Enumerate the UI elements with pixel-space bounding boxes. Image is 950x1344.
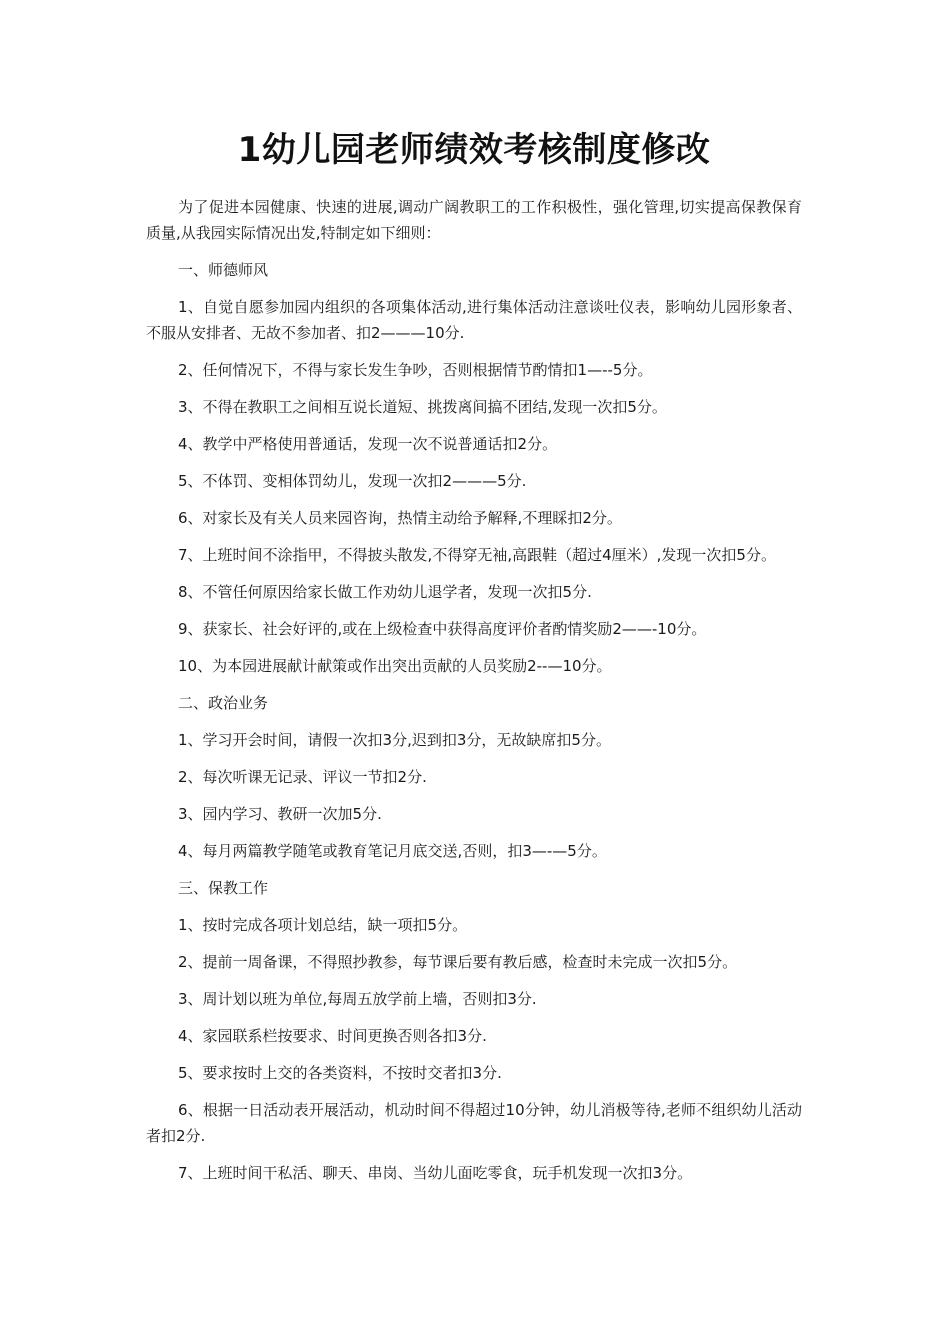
rule-item: 2、每次听课无记录、评议一节扣2分. <box>178 768 427 786</box>
section-heading-politics: 二、政治业务 <box>178 694 269 712</box>
rule-item: 6、对家长及有关人员来园咨询，热情主动给予解释,不理睬扣2分。 <box>178 509 622 527</box>
rule-item: 8、不管任何原因给家长做工作劝幼儿退学者，发现一次扣5分. <box>178 583 592 601</box>
rule-item: 2、提前一周备课，不得照抄教参，每节课后要有教后感，检查时未完成一次扣5分。 <box>178 953 738 971</box>
rule-item: 3、不得在教职工之间相互说长道短、挑拨离间搞不团结,发现一次扣5分。 <box>178 398 667 416</box>
rule-item: 4、每月两篇教学随笔或教育笔记月底交送,否则，扣3—‐—5分。 <box>178 842 607 860</box>
section-heading-care: 三、保教工作 <box>178 879 269 897</box>
rule-item: 9、获家长、社会好评的,或在上级检查中获得高度评价者酌情奖励2——-10分。 <box>178 620 707 638</box>
rule-item: 5、要求按时上交的各类资料，不按时交者扣3分. <box>178 1064 502 1082</box>
rule-item: 5、不体罚、变相体罚幼儿，发现一次扣2———5分. <box>178 472 527 490</box>
rule-item: 7、上班时间干私活、聊天、串岗、当幼儿面吃零食，玩手机发现一次扣3分。 <box>178 1164 693 1182</box>
rule-item: 6、根据一日活动表开展活动，机动时间不得超过10分钟，幼儿消极等待,老师不组织幼儿活动者扣2分. <box>146 1101 802 1145</box>
rule-item: 7、上班时间不涂指甲，不得披头散发,不得穿无袖,高跟鞋（超过4厘米）,发现一次扣5分。 <box>178 546 776 564</box>
section-heading-ethics: 一、师德师风 <box>178 261 269 279</box>
rule-item: 10、为本园进展献计献策或作出突出贡献的人员奖励2-‐—10分。 <box>178 657 612 675</box>
rule-item: 3、周计划以班为单位,每周五放学前上墙，否则扣3分. <box>178 990 537 1008</box>
rule-item: 4、教学中严格使用普通话，发现一次不说普通话扣2分。 <box>178 435 558 453</box>
rule-item: 3、园内学习、教研一次加5分. <box>178 805 382 823</box>
rule-item: 1、自觉自愿参加园内组织的各项集体活动,进行集体活动注意谈吐仪表，影响幼儿园形象者、不服从安排者、无故不参加者、扣2———10分. <box>146 298 802 342</box>
rule-item: 1、按时完成各项计划总结，缺一项扣5分。 <box>178 916 468 934</box>
document-title: 1幼儿园老师绩效考核制度修改 <box>237 130 711 170</box>
rule-item: 1、学习开会时间，请假一次扣3分,迟到扣3分，无故缺席扣5分。 <box>178 731 611 749</box>
document-body <box>146 194 802 1186</box>
intro-paragraph: 为了促进本园健康、快速的进展,调动广阔教职工的工作积极性，强化管理,切实提高保教保育质量,从我园实际情况出发,特制定如下细则： <box>146 198 802 242</box>
rule-item: 2、任何情况下，不得与家长发生争吵，否则根据情节酌情扣1—--5分。 <box>178 361 653 379</box>
rule-item: 4、家园联系栏按要求、时间更换否则各扣3分. <box>178 1027 487 1045</box>
